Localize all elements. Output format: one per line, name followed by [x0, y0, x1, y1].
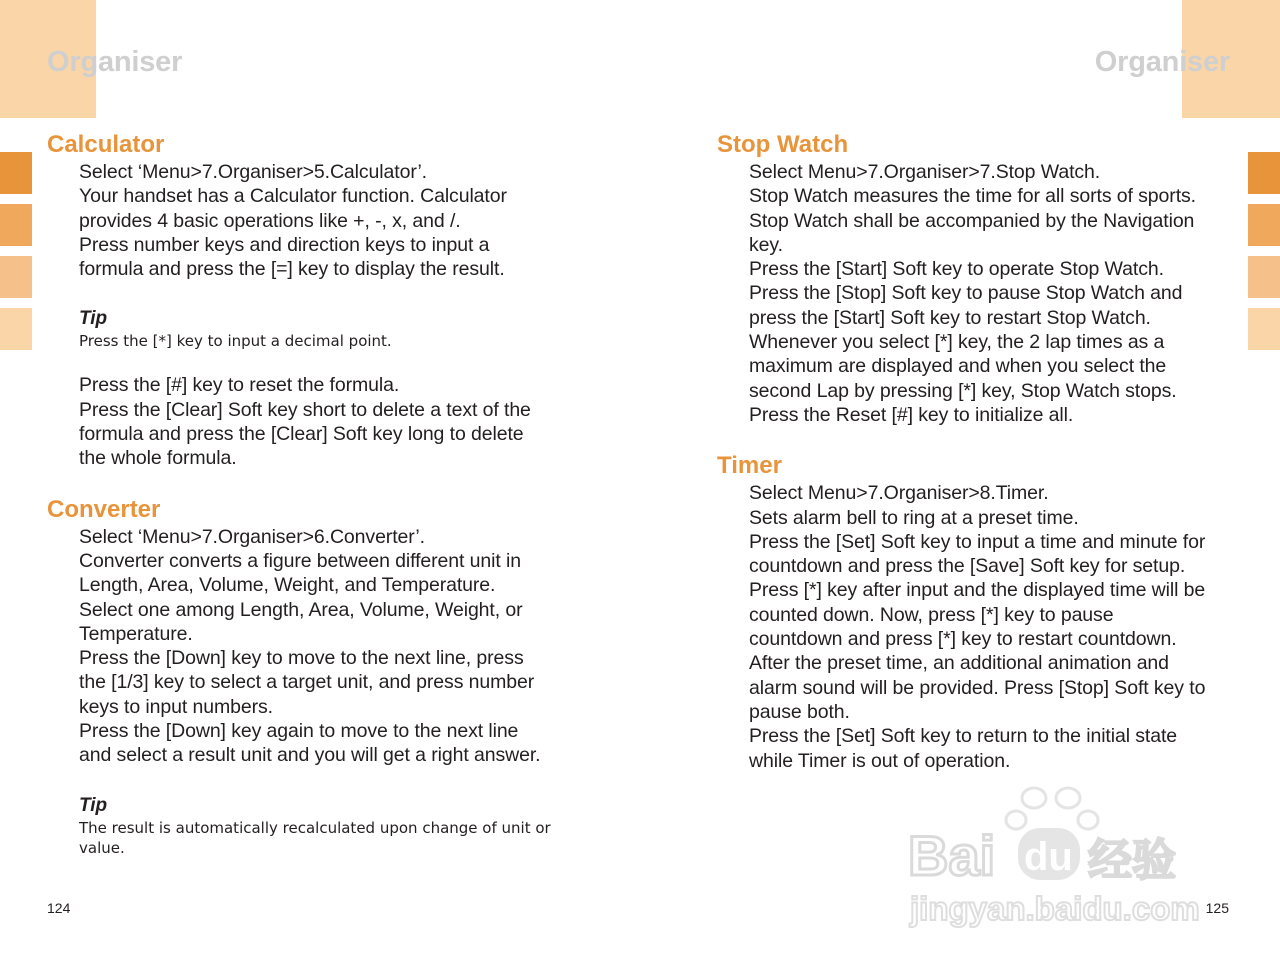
- converter-line: Converter converts a figure between different unit in: [79, 549, 522, 572]
- baidu-watermark-logo: [906, 780, 1206, 930]
- right-page: [717, 130, 1237, 773]
- timer-section: [717, 451, 1237, 773]
- svg-text:jingyan.baidu.com: jingyan.baidu.com: [910, 890, 1200, 927]
- right-page-number: 125: [1205, 900, 1229, 916]
- side-tab: [1248, 204, 1280, 246]
- timer-line: Sets alarm bell to ring at a preset time.: [749, 506, 1079, 529]
- converter-section: [47, 495, 567, 858]
- calculator-line: formula and press the [=] key to display the result.: [79, 258, 505, 281]
- timer-line: countdown and press [*] key to restart countdown.: [749, 628, 1177, 651]
- calculator-line: provides 4 basic operations like +, -, x, and /.: [79, 209, 461, 232]
- timer-title: Timer: [717, 452, 782, 480]
- left-page: [47, 130, 567, 858]
- stopwatch-line: maximum are displayed and when you select the: [749, 355, 1167, 378]
- calculator-line: Press the [#] key to reset the formula.: [79, 374, 400, 397]
- calculator-line: Your handset has a Calculator function. Calculator: [79, 185, 507, 208]
- side-tab: [0, 256, 32, 298]
- converter-line: Length, Area, Volume, Weight, and Temperature.: [79, 574, 496, 597]
- left-page-number: 124: [47, 900, 71, 916]
- svg-text:经验: 经验: [1088, 835, 1176, 886]
- svg-text:du: du: [1024, 835, 1073, 879]
- stopwatch-line: Press the Reset [#] key to initialize all.: [749, 403, 1074, 426]
- converter-line: the [1/3] key to select a target unit, and press number: [79, 671, 535, 694]
- converter-line: keys to input numbers.: [79, 695, 273, 718]
- svg-text:Bai: Bai: [908, 824, 996, 887]
- timer-line: Select Menu>7.Organiser>8.Timer.: [749, 482, 1049, 505]
- calculator-line: Select ‘Menu>7.Organiser>5.Calculator’.: [79, 161, 428, 183]
- stopwatch-title: Stop Watch: [717, 131, 849, 158]
- side-tab: [1248, 256, 1280, 298]
- left-header-title: Organiser: [47, 46, 183, 78]
- calculator-tip: [79, 307, 567, 351]
- converter-title: Converter: [47, 495, 161, 523]
- calculator-line: the whole formula.: [79, 447, 237, 470]
- side-tab: [1248, 152, 1280, 194]
- converter-line: Temperature.: [79, 622, 193, 645]
- tip-text: Press the [*] key to input a decimal point.: [79, 332, 392, 351]
- stopwatch-line: Press the [Stop] Soft key to pause Stop Watch and: [749, 282, 1183, 305]
- timer-line: pause both.: [749, 700, 850, 723]
- stopwatch-line: Stop Watch shall be accompanied by the Navigation: [749, 209, 1195, 232]
- stopwatch-line: key.: [749, 233, 783, 256]
- calculator-line: formula and press the [Clear] Soft key long to delete: [79, 423, 524, 446]
- calculator-line: Press number keys and direction keys to input a: [79, 233, 490, 256]
- stopwatch-line: Press the [Start] Soft key to operate Stop Watch.: [749, 258, 1164, 281]
- right-side-tabs: [1248, 152, 1280, 360]
- stopwatch-line: Whenever you select [*] key, the 2 lap times as a: [749, 331, 1165, 354]
- left-side-tabs: [0, 152, 32, 360]
- timer-line: while Timer is out of operation.: [749, 749, 1011, 772]
- converter-line: Select one among Length, Area, Volume, Weight, or: [79, 598, 523, 621]
- timer-line: Press [*] key after input and the displayed time will be: [749, 579, 1206, 602]
- converter-tip: [79, 794, 567, 858]
- timer-line: Press the [Set] Soft key to return to the initial state: [749, 725, 1178, 748]
- calculator-after-tip: [47, 373, 567, 470]
- calculator-line: Press the [Clear] Soft key short to delete a text of the: [79, 398, 531, 421]
- converter-line: Select ‘Menu>7.Organiser>6.Converter’.: [79, 525, 425, 548]
- tip-text: The result is automatically recalculated upon change of unit or: [79, 818, 551, 837]
- tip-title: Tip: [79, 794, 108, 816]
- tip-title: Tip: [79, 308, 108, 330]
- timer-line: counted down. Now, press [*] key to pause: [749, 603, 1114, 626]
- converter-line: Press the [Down] key to move to the next line, press: [79, 647, 524, 670]
- stopwatch-line: Select Menu>7.Organiser>7.Stop Watch.: [749, 161, 1101, 183]
- converter-line: Press the [Down] key again to move to the next line: [79, 720, 519, 743]
- timer-line: alarm sound will be provided. Press [Stop] Soft key to: [749, 676, 1206, 699]
- timer-line: countdown and press the [Save] Soft key for setup.: [749, 555, 1186, 578]
- calculator-title: Calculator: [47, 131, 165, 158]
- side-tab: [0, 152, 32, 194]
- timer-line: After the preset time, an additional animation and: [749, 652, 1169, 675]
- side-tab: [0, 204, 32, 246]
- right-header-title: Organiser: [1094, 46, 1230, 78]
- side-tab: [1248, 308, 1280, 350]
- converter-line: and select a result unit and you will get a right answer.: [79, 744, 541, 767]
- tip-text: value.: [79, 838, 125, 857]
- timer-line: Press the [Set] Soft key to input a time and minute for: [749, 530, 1206, 553]
- stopwatch-line: press the [Start] Soft key to restart Stop Watch.: [749, 306, 1151, 329]
- stopwatch-line: second Lap by pressing [*] key, Stop Watch stops.: [749, 379, 1177, 402]
- side-tab: [0, 308, 32, 350]
- stopwatch-line: Stop Watch measures the time for all sorts of sports.: [749, 185, 1196, 208]
